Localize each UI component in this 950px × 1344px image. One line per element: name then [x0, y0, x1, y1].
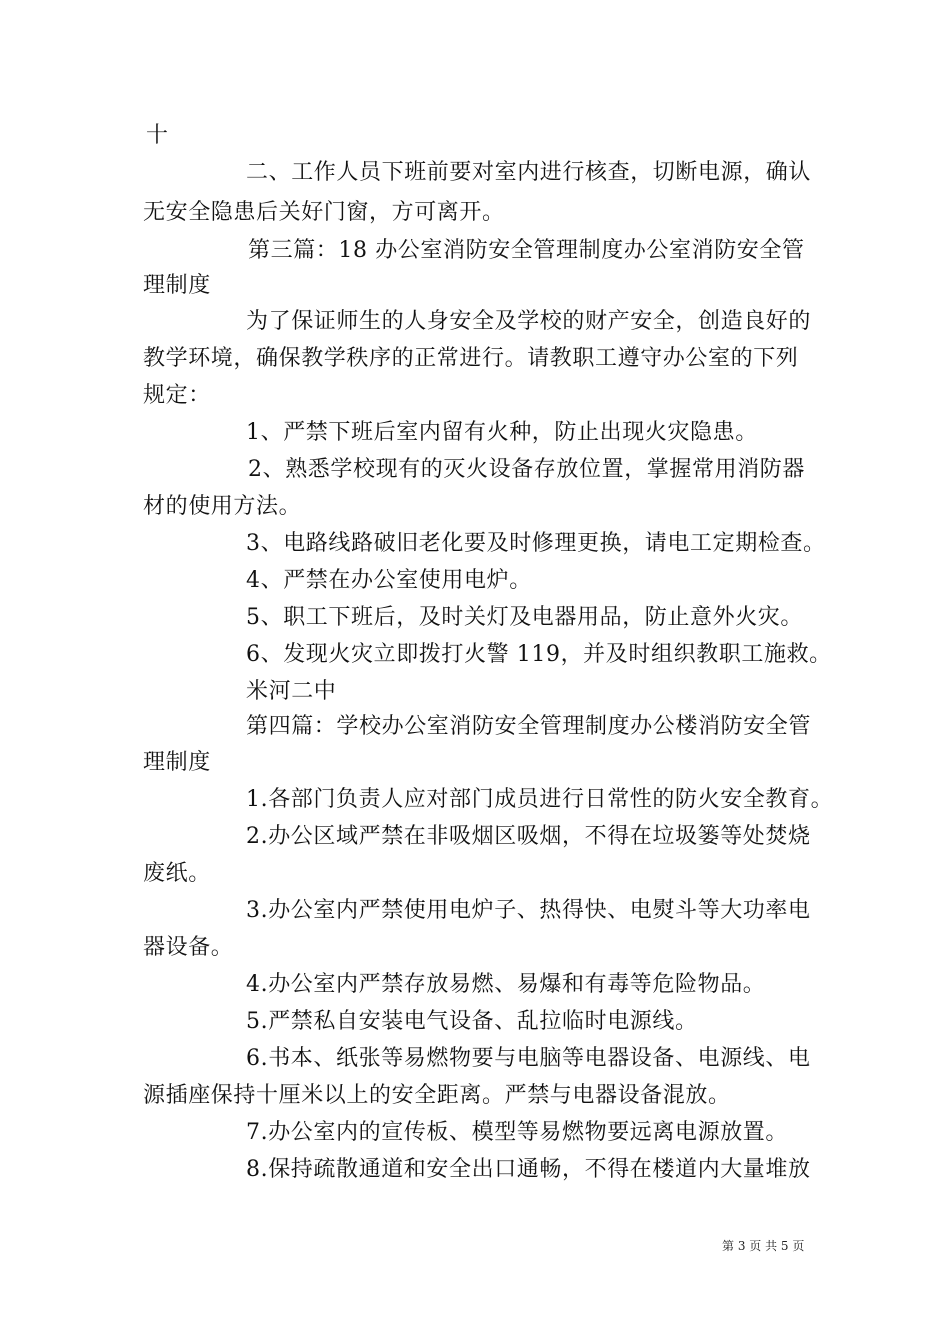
signature-text: 米河二中 — [246, 679, 337, 704]
section-heading: 第四篇：学校办公室消防安全管理制度办公楼消防安全管 — [246, 714, 812, 739]
list-item: 7.办公室内的宣传板、模型等易燃物要远离电源放置。 — [246, 1120, 788, 1145]
list-item: 1、严禁下班后室内留有火种，防止出现火灾隐患。 — [246, 420, 758, 445]
list-item: 4.办公室内严禁存放易燃、易爆和有毒等危险物品。 — [246, 972, 766, 997]
text-line: 教学环境，确保教学秩序的正常进行。请教职工遵守办公室的下列 — [143, 346, 799, 371]
text-line: 无安全隐患后关好门窗，方可离开。 — [143, 200, 505, 225]
list-item: 2.办公区域严禁在非吸烟区吸烟，不得在垃圾篓等处焚烧 — [246, 824, 811, 849]
list-item: 3、电路线路破旧老化要及时修理更换，请电工定期检查。 — [246, 531, 826, 556]
text-line: 十 — [146, 123, 169, 148]
list-item: 源插座保持十厘米以上的安全距离。严禁与电器设备混放。 — [143, 1083, 731, 1108]
section-heading: 理制度 — [143, 750, 211, 775]
list-item: 4、严禁在办公室使用电炉。 — [246, 568, 532, 593]
list-item: 器设备。 — [143, 935, 234, 960]
section-heading: 第三篇：18 办公室消防安全管理制度办公室消防安全管 — [248, 238, 805, 263]
list-item: 废纸。 — [143, 861, 211, 886]
list-item: 1.各部门负责人应对部门成员进行日常性的防火安全教育。 — [246, 787, 834, 812]
list-item: 材的使用方法。 — [143, 494, 302, 519]
list-item: 5.严禁私自安装电气设备、乱拉临时电源线。 — [246, 1009, 698, 1034]
list-item: 6.书本、纸张等易燃物要与电脑等电器设备、电源线、电 — [246, 1046, 811, 1071]
page-number: 第 3 页 共 5 页 — [722, 1239, 805, 1253]
text-line: 规定： — [143, 383, 211, 408]
text-line: 为了保证师生的人身安全及学校的财产安全，创造良好的 — [246, 309, 812, 334]
text-line: 二、工作人员下班前要对室内进行核查，切断电源，确认 — [246, 160, 812, 185]
list-item: 2、熟悉学校现有的灭火设备存放位置，掌握常用消防器 — [248, 457, 805, 482]
list-item: 3.办公室内严禁使用电炉子、热得快、电熨斗等大功率电 — [246, 898, 811, 923]
list-item: 8.保持疏散通道和安全出口通畅，不得在楼道内大量堆放 — [246, 1157, 811, 1182]
section-heading: 理制度 — [143, 273, 211, 298]
list-item: 5、职工下班后，及时关灯及电器用品，防止意外火灾。 — [246, 605, 803, 630]
list-item: 6、发现火灾立即拨打火警 119，并及时组织教职工施救。 — [246, 642, 832, 667]
